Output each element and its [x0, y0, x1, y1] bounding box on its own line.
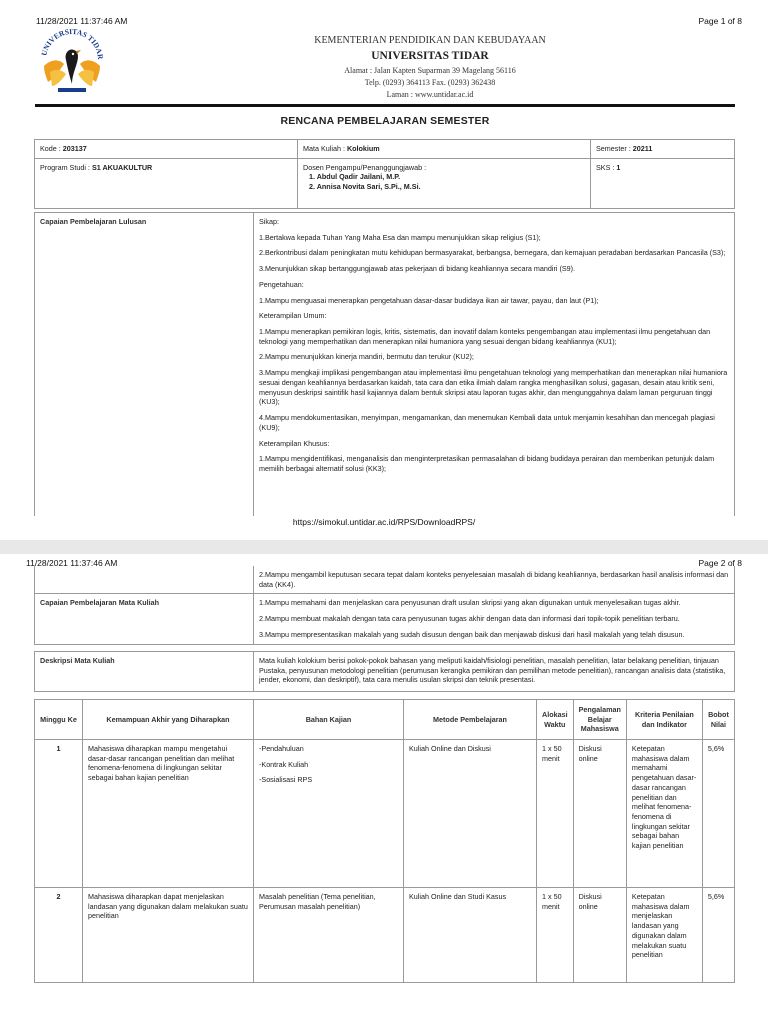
table-row: 2 Mahasiswa diharapkan dapat menjelaskan landasan yang digunakan dalam melakukan suatu penelitian Masalah penelitian (Tema penelitian, Perumusan masalah penelitian) Kuliah Online dan Studi Kasus 1 x 50 menit Diskusi online Ketepatan mahasiswa dalam menjelaskan landasan yang digunakan dalam melakukan suatu penelitian 5,6% [35, 888, 735, 983]
page-number-2: Page 2 of 8 [698, 558, 742, 568]
cpl-label: Capaian Pembelajaran Lulusan [35, 213, 254, 517]
description-text: Mata kuliah kolokium berisi pokok-pokok bahasan yang meliputi kaidah/fisiologi penelitian, masalah penelitian, latar belakang penelitian, tinjauan Pustaka, penyusunan metodologi penelitian (perumusan kerangka pemikiran dan pemilihan metode penelitian), rancangan analisis data (statistika, jender, ekonomi, dan deskriptif), tata cara menulis usulan skripsi dan teknik presentasi. [254, 652, 735, 692]
col-kemampuan: Kemampuan Akhir yang Diharapkan [83, 700, 254, 740]
col-minggu: Minggu Ke [35, 700, 83, 740]
cpl-continued: 2.Mampu mengambil keputusan secara tepat dalam konteks penyelesaian masalah di bidang keahliannya, berdasarkan hasil analisis informasi dan data (KK4). [254, 566, 735, 594]
phone-fax: Telp. (0293) 364113 Fax. (0293) 362438 [364, 78, 496, 87]
logo-text: UNIVERSITAS TIDAR [39, 26, 106, 60]
course-info-table: Kode : 203137 Mata Kuliah : Kolokium Semester : 20211 Program Studi : S1 AKUAKULTUR Dosen Pengampu/Penanggungjawab : 1. Abdul Qadir Jailani, M.P. 2. Annisa Novita Sari, S.Pi., M.Si. SKS : 1 [34, 139, 735, 209]
col-bahan: Bahan Kajian [254, 700, 404, 740]
lecturers: Dosen Pengampu/Penanggungjawab : 1. Abdul Qadir Jailani, M.P. 2. Annisa Novita Sari, S.Pi., M.Si. [298, 158, 591, 208]
ministry-name: KEMENTERIAN PENDIDIKAN DAN KEBUDAYAAN [314, 35, 546, 46]
website: Laman : www.untidar.ac.id [386, 90, 474, 99]
col-bobot: Bobot Nilai [702, 700, 734, 740]
col-metode: Metode Pembelajaran [404, 700, 537, 740]
print-timestamp-2: 11/28/2021 11:37:46 AM [26, 558, 118, 568]
cpmk-label: Capaian Pembelajaran Mata Kuliah [35, 594, 254, 644]
col-kriteria: Kriteria Penilaian dan Indikator [626, 700, 702, 740]
col-pengalaman: Pengalaman Belajar Mahasiswa [573, 700, 626, 740]
document-title: RENCANA PEMBELAJARAN SEMESTER [280, 115, 490, 127]
study-program: S1 AKUAKULTUR [91, 162, 153, 172]
course-code: 203137 [62, 144, 87, 153]
weekly-plan-table [34, 699, 735, 983]
university-logo [36, 20, 108, 98]
page-2 [0, 554, 768, 1024]
description-table [34, 651, 735, 692]
cpmk-table [34, 566, 735, 645]
page-number: Page 1 of 8 [698, 16, 742, 26]
header-rule [35, 104, 735, 107]
semester: 20211 [632, 144, 653, 153]
weekly-plan [34, 699, 735, 1024]
col-alokasi: Alokasi Waktu [537, 700, 574, 740]
lecturer-1: 1. Abdul Qadir Jailani, M.P. [309, 172, 401, 182]
cpmk-content: 1.Mampu memahami dan menjelaskan cara penyusunan draft usulan skripsi yang akan digunakan untuk menyelesaikan tugas akhir. 2.Mampu membuat makalah dengan tata cara penyusunan tugas akhir dengan data dan informasi dari topik-topik penelitian terbaru. 3.Mampu mempresentasikan makalah yang sudah disusun dengan baik dan menjawab diskusi dari hasil makalah yang telah disusun. [254, 594, 735, 644]
print-timestamp: 11/28/2021 11:37:46 AM [36, 16, 128, 26]
credits: 1 [616, 162, 621, 172]
university-name: UNIVERSITAS TIDAR [371, 50, 489, 62]
lecturer-2: 2. Annisa Novita Sari, S.Pi., M.Si. [309, 182, 421, 192]
cpl-section [34, 212, 735, 516]
description-label: Deskripsi Mata Kuliah [35, 652, 254, 692]
address: Alamat : Jalan Kapten Suparman 39 Magelang 56116 [344, 66, 516, 75]
footer-url: https://simokul.untidar.ac.id/RPS/DownloadRPS/ [292, 517, 476, 527]
page-gap [0, 540, 768, 554]
course-name: Kolokium [346, 144, 380, 153]
cpl-content: Sikap: 1.Bertakwa kepada Tuhan Yang Maha Esa dan mampu menunjukkan sikap religius (S1); 2.Berkontribusi dalam peningkatan mutu kehidupan bermasyarakat, berbangsa, bernegara, dan kemajuan peradaban berdasarkan Pancasila (S3); 3.Menunjukkan sikap bertanggungjawab atas pekerjaan di bidang keahliannya secara mandiri (S9). Pengetahuan: 1.Mampu menguasai menerapkan pengetahuan dasar-dasar budidaya ikan air tawar, payau, dan laut (P1); Keterampilan Umum: 1.Mampu menerapkan pemikiran logis, kritis, sistematis, dan inovatif dalam konteks pengembangan atau implementasi ilmu pengetahuan dan teknologi yang memperhatikan dan menerapkan nilai humaniora yang sesuai dengan bidang keahliannya (KU1); 2.Mampu menunjukkan kinerja mandiri, bermutu dan terukur (KU2); 3.Mampu mengkaji implikasi pengembangan atau implementasi ilmu pengetahuan teknologi yang memperhatikan dan menerapkan nilai humaniora sesuai dengan keahliannya berdasarkan kaidah, tata cara dan etika ilmiah dalam rangka menghasilkan solusi, gagasan, desain atau kritik seni, menyusun deskripsi saintifik hasil kajiannya dalam bentuk skripsi atau laporan tugas akhir, dan mengunggahnya dalam laman perguruan tinggi (KU3); 4.Mampu mendokumentasikan, menyimpan, mengamankan, dan menemukan Kembali data untuk menjamin kesahihan dan mencegah plagiasi (KU9); Keterampilan Khusus: 1.Mampu mengidentifikasi, menganalisis dan menginterpretasikan permasalahan di bidang budidaya perairan dan memberikan petunjuk dalam memilih berbagai alternatif solusi (KK3); [254, 213, 735, 517]
table-row: 1 Mahasiswa diharapkan mampu mengetahui dasar-dasar rancangan penelitian dan melihat fenomena-fenomena di lingkungan sekitar sebagai bahan kajian penelitian -Pendahuluan -Kontrak Kuliah -Sosialisasi RPS Kuliah Online dan Diskusi 1 x 50 menit Diskusi online Ketepatan mahasiswa dalam memahami pengetahuan dasar-dasar rancangan penelitian dan melihat fenomena-fenomena di lingkungan sekitar sebagai bahan kajian penelitian 5,6% [35, 740, 735, 888]
